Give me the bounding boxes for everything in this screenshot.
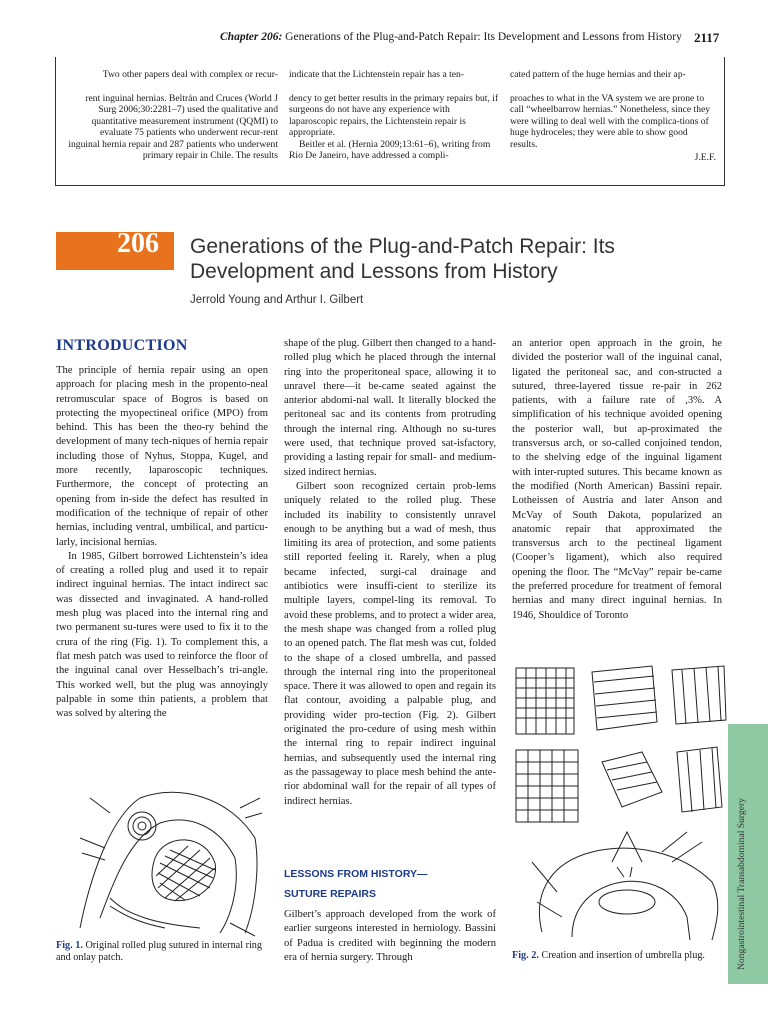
comment-column-3 [510,69,716,164]
running-head-title: Generations of the Plug-and-Patch Repair: Its Development and Lessons from History [285,31,682,43]
lessons-heading-line-2: SUTURE REPAIRS [284,888,376,900]
chapter-title: Generations of the Plug-and-Patch Repair: Its Development and Lessons from History [190,235,615,283]
body-column-2 [284,337,496,809]
comment-paragraph: indicate that the Lichtenstein repair has a ten- [289,69,465,80]
editorial-comment-box [55,57,725,186]
comment-paragraph: dency to get better results in the primary repairs but, if surgeons do not have any experience with laparoscopic repairs, the Lichtenstein repair is appropriate. [289,92,499,138]
comment-paragraph: cated pattern of the huge hernias and their ap- [510,69,686,80]
figure-2-label: Fig. 2. [512,950,539,961]
body-paragraph: shape of the plug. Gilbert then changed to a hand-rolled plug which he placed through the internal ring into the properitoneal space, allowing it to unravel there—it be-came seated against the anterior abdomi-nal wall. It literally blocked the peritoneal sac and its contents from protruding through the internal ring. Although no su-tures were used, that technique proved sat-isfactory, providing a lasting repair for small- and medium-sized indirect hernias. [284,338,496,478]
body-column-1 [56,364,268,721]
body-paragraph: an anterior open approach in the groin, he divided the posterior wall of the inguinal canal, ligated the peritoneal sac, and con-structed a sutured, three-layered tissue re-pair in 262 patients, with a failure rate of ,3%. A simplification of his technique avoided opening the posterior wall, but ap-proximated the transversus arch, or so-called conjoined tendon, to the shelving edge of the inguinal ligament with inter-rupted sutures. This became known as the modified (North American) Bassini repair. Lotheissen of Austria and later Anson and McVay of South Dakota, popularized an anatomic repair that approximated the transversus arch to the pectineal ligament (Cooper’s ligament), which also required opening the floor. The “McVay” repair be-came the preferred procedure for treatment of femoral hernias and many direct inguinal hernias. In 1946, Shouldice of Toronto [512,338,722,621]
figure-2-caption-text: Creation and insertion of umbrella plug. [541,950,705,961]
running-head [220,31,740,43]
body-column-3 [512,337,722,623]
chapter-number: 206 [117,228,159,259]
lessons-heading-line-1: LESSONS FROM HISTORY— [284,868,428,880]
comment-paragraph: proaches to what in the VA system we are prone to call “wheelbarrow hernias.” Nonetheless, since they were willing to deal well with the complica-tions of huge hydroceles; they were able to show good results. [510,92,711,150]
figure-1-caption-text: Original rolled plug sutured in internal ring and onlay patch. [56,940,262,963]
comment-column-2 [289,69,499,162]
figure-1-label: Fig. 1. [56,940,83,951]
side-tab-label: Nongastrointestinal Transabdominal Surgery [736,798,747,970]
comment-paragraph: rent inguinal hernias. Beltrán and Cruces (World J Surg 2006;30:2281–7) used the qualitative and quantitative measurement instrument (QQMI) to evaluate 75 patients who underwent recur-rent inguinal hernia repair and 287 patients who underwent primary repair in Chile. The results [68,92,278,161]
body-paragraph: The principle of hernia repair using an open approach for placing mesh in the propento-neal retromuscular space of Bogros is based on protecting the myopectineal orifice (MPO) from behind. This has been the theo-ry behind the development of many tech-niques of hernia repair including those of Nyhus, Stoppa, Kugel, and more recently, laparoscopic techniques. Furthermore, the concept of protecting an opening from in-side the defect has resulted in modification of the technique of repair of other hernias, including ventral, umbilical, and particu-larly, incisional hernias. [56,365,268,548]
lessons-text [284,908,496,965]
comment-paragraph: Beitler et al. (Hernia 2009;13:61–6), writing from Rio De Janeiro, have addressed a compli- [289,138,491,161]
chapter-authors: Jerrold Young and Arthur I. Gilbert [190,294,364,306]
figure-2-illustration [512,662,732,944]
figure-2-caption [512,950,730,962]
body-paragraph: Gilbert soon recognized certain prob-lems uniquely related to the rolled plug. These included its inability to consistently unravel enough to be anything but a wad of mesh, thus limiting its area of protection, and some patients still reported feeling it. Rarely, when a plug became infected, surgi-cal drainage and antibiotics were insuffi-cient to sterilize its multiple layers, compel-ling its removal. To avoid these problems, and to protect a wider area, the mesh shape was changed from a rolled plug to an opened patch. The flat mesh was cut, folded to the shape of a closed umbrella, and passed through the internal ring into the properitoneal space. There it was allowed to open and regain its flat contour, avoiding a palpable plug, and providing wider pro-tection (Fig. 2). Gilbert originated the pro-cedure of using mesh within the internal ring to repair indirect inguinal hernias, and subsequently used the internal ring as the passageway to place mesh behind the ante-rior abdominal wall for the repair of all types of indirect hernias. [284,480,496,807]
running-head-chapter: Chapter 206: [220,31,283,43]
page-number: 2117 [694,30,720,45]
comment-column-1 [68,69,278,162]
body-paragraph: In 1985, Gilbert borrowed Lichtenstein’s idea of creating a rolled plug and used it to repair indirect inguinal hernias. The intact indirect sac was dissected and invaginated. A hand-rolled mesh plug was placed into the internal ring and two permanent su-tures were used to fix it to the crura of the ring (Fig. 1). To complement this, a flat mesh patch was used to reinforce the floor of the inguinal canal over Hesselbach’s tri-angle. This worked well, but the plug was annoyingly palpable in some thin patients, a problem that was solved by altering the [56,550,268,720]
figure-1-illustration [70,778,266,938]
comment-signature: J.E.F. [694,152,716,163]
body-paragraph: Gilbert’s approach developed from the work of earlier surgeons interested in herniology. Bassini of Padua is credited with beginning the modern era of hernia surgery. Through [284,909,496,963]
section-heading-introduction: INTRODUCTION [56,337,188,354]
section-heading-lessons [284,864,496,904]
comment-paragraph: Two other papers deal with complex or recur- [102,69,278,80]
figure-1-caption [56,940,268,964]
